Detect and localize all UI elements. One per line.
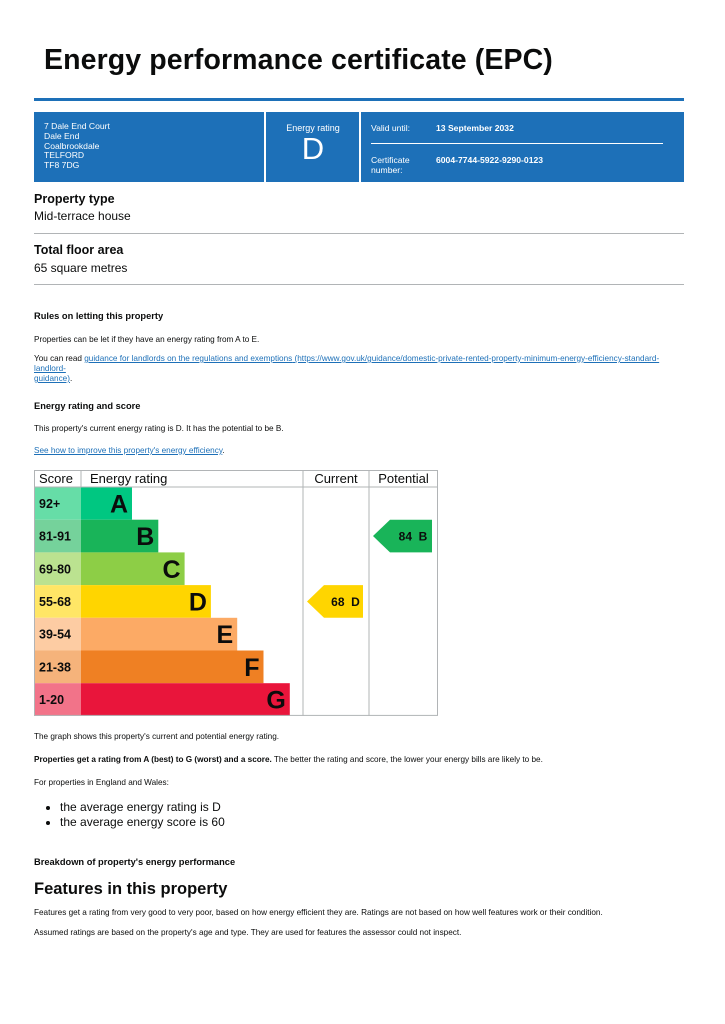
energy-rating-letter: D <box>301 131 325 166</box>
england-wales-text: For properties in England and Wales: <box>34 778 169 787</box>
energy-rating-box <box>266 112 360 182</box>
averages-list <box>34 800 225 830</box>
address-line: TF8 7DG <box>44 160 80 171</box>
property-address <box>44 122 110 192</box>
letting-rules-text: Properties can be let if they have an energy rating from A to E. <box>34 335 260 344</box>
assumed-ratings-text: Assumed ratings are based on the property's age and type. They are used for features the assessor could not inspect. <box>34 928 462 937</box>
property-type-label: Property type <box>34 192 115 206</box>
list-item: • the average energy rating is D <box>60 800 225 815</box>
certificate-label-line: Certificate <box>371 155 410 165</box>
energy-rating-label: Energy rating <box>286 123 340 133</box>
features-text: Features get a rating from very good to very poor, based on how energy efficient they are. Ratings are not based on how well features work or their condition. <box>34 908 603 917</box>
band-bar-e <box>81 618 237 651</box>
landlord-guidance-url[interactable]: (https://www.gov.uk/guidance/domestic-private-rented-property-minimum-energy-efficiency-standard-landlord- <box>34 354 660 373</box>
energy-score-heading: Energy rating and score <box>34 401 141 411</box>
certificate-number-label <box>371 155 410 175</box>
address-line: 7 Dale End Court <box>44 121 110 131</box>
title-divider <box>34 98 684 101</box>
guidance-prefix: You can read <box>34 354 85 363</box>
header-potential: Potential <box>378 471 429 486</box>
features-heading: Features in this property <box>34 880 228 898</box>
certificate-banner <box>34 112 684 182</box>
floor-area-value: 65 square metres <box>34 261 128 275</box>
landlord-guidance-paragraph <box>34 354 684 384</box>
meta-divider <box>371 143 663 144</box>
address-line: Coalbrookdale <box>44 140 100 151</box>
header-current: Current <box>314 471 358 486</box>
energy-rating-graph <box>34 470 438 718</box>
list-item: • the average energy score is 60 <box>60 815 225 830</box>
band-score-label: 21-38 <box>39 660 71 675</box>
band-letter: D <box>188 588 207 617</box>
property-type-value: Mid-terrace house <box>34 209 131 223</box>
valid-until-label: Valid until: <box>371 123 411 133</box>
address-line: TELFORD <box>44 150 85 161</box>
graph-caption: The graph shows this property's current and potential energy rating. <box>34 732 280 741</box>
improve-efficiency-link[interactable]: See how to improve this property's energy efficiency <box>34 446 223 455</box>
landlord-guidance-link[interactable]: guidance for landlords on the regulations and exemptions <box>84 354 293 363</box>
band-letter: G <box>266 686 286 715</box>
valid-until-value: 13 September 2032 <box>436 123 514 133</box>
certificate-label-line: number: <box>371 165 403 175</box>
ratings-explanation-rest: The better the rating and score, the lower your energy bills are likely to be. <box>271 755 543 764</box>
section-divider <box>34 284 684 285</box>
header-energy-rating: Energy rating <box>90 471 168 486</box>
guidance-suffix: . <box>69 374 73 383</box>
potential-rating-label: 84 B <box>398 529 428 544</box>
section-divider <box>34 233 684 234</box>
band-score-label: 55-68 <box>39 594 71 609</box>
band-score-label: 92+ <box>39 496 61 511</box>
improve-suffix: . <box>222 446 225 455</box>
energy-score-text: This property's current energy rating is D. It has the potential to be B. <box>34 424 284 433</box>
band-letter: C <box>162 555 181 584</box>
letting-rules-heading: Rules on letting this property <box>34 311 164 321</box>
band-letter: F <box>244 653 260 682</box>
band-letter: E <box>216 621 234 650</box>
breakdown-heading: Breakdown of property's energy performance <box>34 857 236 867</box>
band-score-label: 1-20 <box>39 693 65 708</box>
floor-area-label: Total floor area <box>34 243 124 257</box>
band-score-label: 69-80 <box>39 562 71 577</box>
band-bar-g <box>81 683 290 716</box>
certificate-number-value: 6004-7744-5922-9290-0123 <box>436 155 544 165</box>
energy-rating-chart-svg <box>34 470 438 718</box>
band-bar-f <box>81 651 264 684</box>
landlord-guidance-url[interactable]: guidance) <box>34 374 70 383</box>
ratings-explanation <box>34 755 543 765</box>
header-score: Score <box>39 471 73 486</box>
band-score-label: 39-54 <box>39 627 71 642</box>
band-score-label: 81-91 <box>39 529 71 544</box>
address-line: Dale End <box>44 130 80 141</box>
ratings-explanation-bold: Properties get a rating from A (best) to G (worst) and a score. <box>34 755 272 764</box>
current-rating-label: 68 D <box>331 594 360 609</box>
band-letter: A <box>109 490 128 519</box>
page-title: Energy performance certificate (EPC) <box>44 44 553 76</box>
banner-divider <box>359 112 361 182</box>
improve-efficiency-paragraph <box>34 446 225 456</box>
band-letter: B <box>136 523 155 552</box>
